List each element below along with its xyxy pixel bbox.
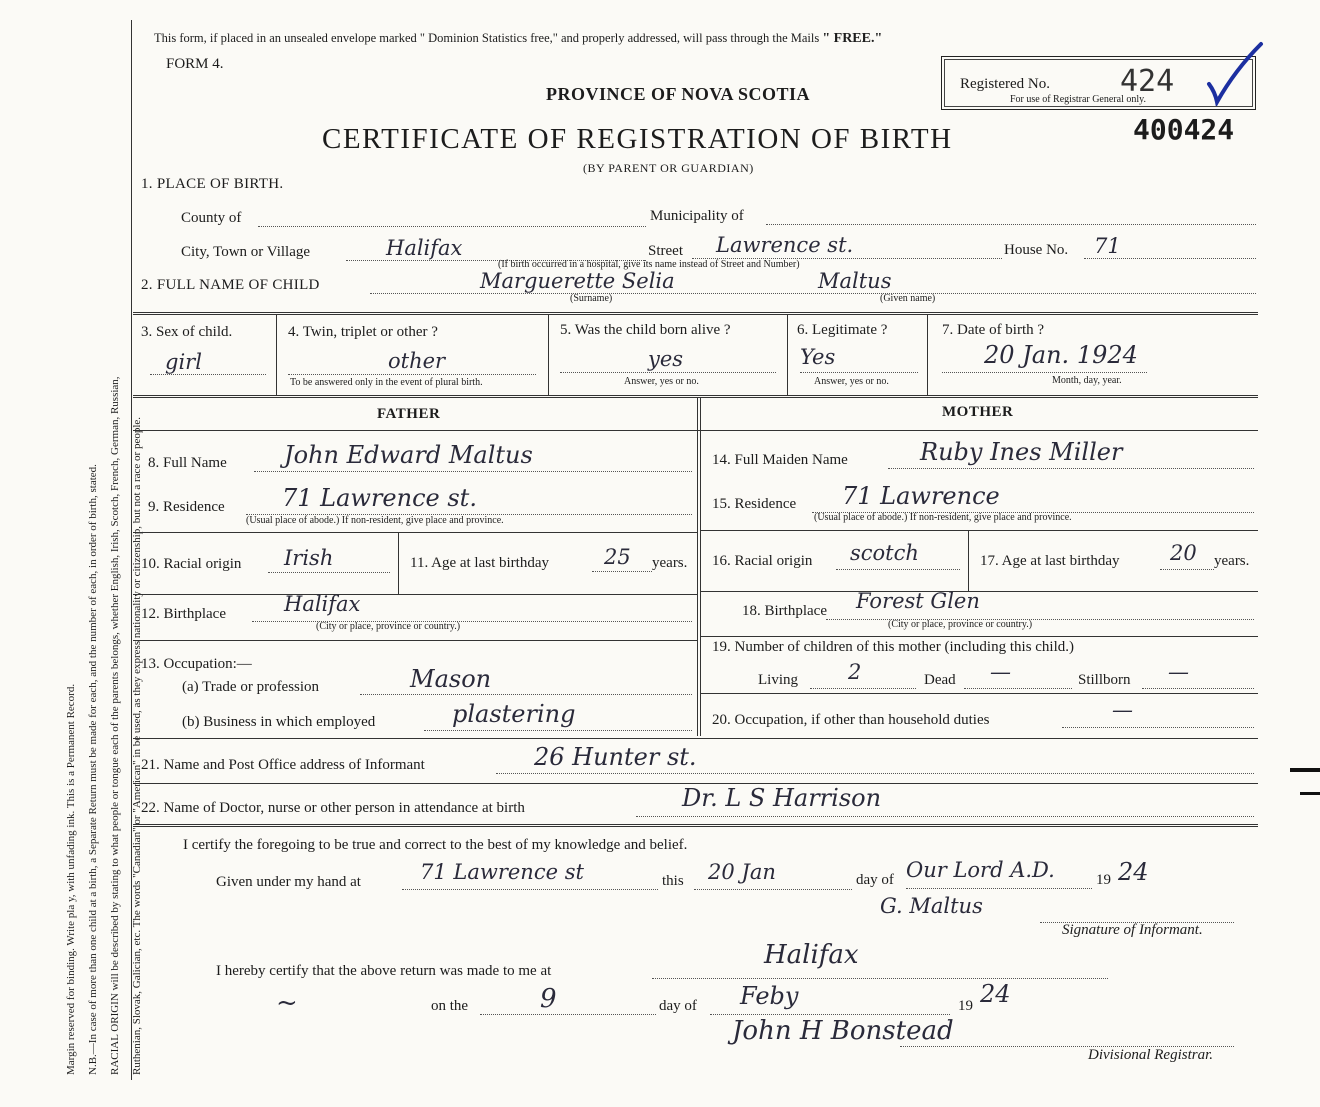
mother-age-value: 20 bbox=[1170, 541, 1197, 565]
dead-label: Dead bbox=[924, 672, 956, 688]
given-under-hand-label: Given under my hand at bbox=[216, 874, 361, 890]
dead-value: — bbox=[990, 660, 1011, 684]
father-trade-value: Mason bbox=[410, 665, 492, 693]
rule-row3-v2 bbox=[548, 314, 549, 396]
father-birthplace-label: 12. Birthplace bbox=[141, 606, 226, 622]
rule-row3-v1 bbox=[276, 314, 277, 396]
mother-race-line bbox=[836, 569, 960, 570]
sex-line bbox=[150, 374, 266, 375]
stamp-number: 400424 bbox=[1133, 113, 1235, 146]
father-trade-line bbox=[360, 694, 692, 695]
father-business-label: (b) Business in which employed bbox=[182, 714, 376, 730]
this-label: this bbox=[662, 873, 684, 889]
alive-line bbox=[560, 372, 776, 373]
doctor-label: 22. Name of Doctor, nurse or other person in attendance at birth bbox=[141, 800, 525, 816]
day-of-label: day of bbox=[856, 872, 894, 888]
registrar-signature: John H Bonstead bbox=[732, 1016, 954, 1046]
father-birthplace-value: Halifax bbox=[284, 592, 361, 616]
rule-mother-race-v bbox=[968, 530, 969, 592]
sex-label: 3. Sex of child. bbox=[141, 324, 233, 340]
surname-note: (Surname) bbox=[570, 293, 613, 304]
rule-certification-top bbox=[133, 824, 1258, 827]
given-under-hand-value: 71 Lawrence st bbox=[420, 860, 584, 884]
registrar-mark: ~ bbox=[276, 988, 298, 1018]
mother-race-value: scotch bbox=[850, 541, 919, 565]
legitimate-value: Yes bbox=[800, 345, 836, 369]
father-occupation-label: 13. Occupation:— bbox=[141, 656, 252, 672]
county-label: County of bbox=[181, 210, 242, 226]
on-the-value: 9 bbox=[540, 984, 557, 1014]
living-label: Living bbox=[758, 672, 798, 688]
mother-heading: MOTHER bbox=[942, 404, 1014, 420]
mother-birthplace-note: (City or place, province or country.) bbox=[888, 619, 1033, 630]
dob-value: 20 Jan. 1924 bbox=[984, 341, 1138, 369]
margin-note-4: Ruthenian, Slovak, Galician, etc. The words "Canadian" or "American" in be used, as they express nationality or citizenship, but not a race or people. bbox=[131, 416, 143, 1075]
certification-statement: I certify the foregoing to be true and correct to the best of my knowledge and belief. bbox=[183, 837, 688, 853]
father-birthplace-note: (City or place, province or country.) bbox=[316, 621, 461, 632]
child-name-label: 2. FULL NAME OF CHILD bbox=[141, 277, 320, 293]
certificate-title: CERTIFICATE OF REGISTRATION OF BIRTH bbox=[322, 123, 953, 155]
father-business-line bbox=[424, 730, 692, 731]
father-residence-value: 71 Lawrence st. bbox=[282, 484, 477, 512]
registered-number: 424 bbox=[1120, 64, 1175, 99]
rule-parents-divider bbox=[697, 398, 701, 736]
living-value: 2 bbox=[848, 660, 862, 684]
mother-occupation-value: — bbox=[1112, 698, 1133, 722]
mother-occupation-line bbox=[1062, 727, 1254, 728]
registrar-note: For use of Registrar General only. bbox=[1010, 94, 1146, 105]
day-of-value: Our Lord A.D. bbox=[906, 858, 1055, 882]
street-label: Street bbox=[648, 243, 683, 259]
check-mark-icon bbox=[1205, 40, 1265, 106]
registered-label: Registered No. bbox=[960, 76, 1050, 92]
street-value: Lawrence st. bbox=[716, 233, 854, 257]
municipality-label: Municipality of bbox=[650, 208, 744, 224]
mail-note bbox=[154, 31, 882, 47]
alive-label: 5. Was the child born alive ? bbox=[560, 322, 731, 338]
rule-heading-bottom bbox=[133, 430, 1258, 431]
informant-label: 21. Name and Post Office address of Informant bbox=[141, 757, 425, 773]
father-age-label: 11. Age at last birthday bbox=[410, 555, 549, 571]
rule-father-bp-top bbox=[133, 594, 697, 595]
house-value: 71 bbox=[1094, 234, 1121, 258]
province-title: PROVINCE OF NOVA SCOTIA bbox=[546, 84, 811, 104]
father-age-unit: years. bbox=[652, 555, 688, 571]
father-trade-label: (a) Trade or profession bbox=[182, 679, 320, 695]
year-prefix: 19 bbox=[1096, 872, 1111, 888]
father-name-value: John Edward Maltus bbox=[284, 441, 533, 469]
informant-signature: G. Maltus bbox=[880, 894, 983, 918]
mother-age-unit: years. bbox=[1214, 553, 1250, 569]
ink-mark bbox=[1300, 792, 1320, 795]
place-heading: 1. PLACE OF BIRTH. bbox=[141, 176, 284, 192]
rule-row3-top bbox=[133, 312, 1258, 315]
legitimate-line bbox=[800, 372, 918, 373]
twin-line bbox=[288, 374, 536, 375]
informant-value: 26 Hunter st. bbox=[534, 743, 697, 771]
mother-residence-value: 71 Lawrence bbox=[842, 482, 1000, 510]
father-race-line bbox=[268, 572, 390, 573]
hospital-note: (If birth occurred in a hospital, give its name instead of Street and Number) bbox=[498, 259, 800, 270]
child-surname-value: Marguerette Selia bbox=[480, 269, 675, 293]
rule-row3-v3 bbox=[787, 314, 788, 396]
form-number: FORM 4. bbox=[166, 56, 224, 72]
father-age-line bbox=[592, 571, 652, 572]
mother-occupation-label: 20. Occupation, if other than household duties bbox=[712, 712, 990, 728]
dob-note: Month, day, year. bbox=[1052, 375, 1122, 386]
year-value: 24 bbox=[1118, 858, 1149, 886]
father-age-value: 25 bbox=[604, 545, 631, 569]
informant-line bbox=[496, 773, 1254, 774]
doctor-line bbox=[636, 816, 1254, 817]
mother-birthplace-label: 18. Birthplace bbox=[742, 603, 827, 619]
sex-value: girl bbox=[165, 350, 202, 374]
legitimate-note: Answer, yes or no. bbox=[814, 376, 889, 387]
registrar-day-of-line bbox=[710, 1014, 950, 1015]
rule-informant-top bbox=[133, 738, 1258, 739]
day-of-line bbox=[906, 888, 1092, 889]
dead-line bbox=[964, 688, 1072, 689]
twin-label: 4. Twin, triplet or other ? bbox=[288, 324, 438, 340]
stillborn-label: Stillborn bbox=[1078, 672, 1131, 688]
given-name-note: (Given name) bbox=[880, 293, 936, 304]
father-race-label: 10. Racial origin bbox=[141, 556, 242, 572]
margin-note-2: N.B.—In case of more than one child at a birth, a Separate Return must be made for each, and the number of each, in order of birth, stated. bbox=[87, 464, 99, 1075]
registrar-year-prefix: 19 bbox=[958, 998, 973, 1014]
father-name-label: 8. Full Name bbox=[148, 455, 227, 471]
house-label: House No. bbox=[1004, 242, 1069, 258]
child-given-value: Maltus bbox=[818, 269, 892, 293]
mother-children-label: 19. Number of children of this mother (including this child.) bbox=[712, 639, 1075, 655]
mother-name-line bbox=[888, 468, 1254, 469]
rule-father-race-top bbox=[133, 532, 697, 533]
mail-note-text: This form, if placed in an unsealed envelope marked " Dominion Statistics free," and properly addressed, will pass through the Mails bbox=[154, 31, 820, 45]
margin-rule bbox=[131, 20, 132, 1080]
living-line bbox=[810, 688, 916, 689]
registrar-place-value: Halifax bbox=[764, 940, 859, 970]
rule-parents-top bbox=[133, 395, 1258, 398]
doctor-value: Dr. L S Harrison bbox=[682, 784, 882, 812]
on-the-label: on the bbox=[431, 998, 469, 1014]
rule-father-occ-top bbox=[133, 640, 697, 641]
margin-note-1: Margin reserved for binding. Write pla y, with unfading ink. This is a Permanent Record. bbox=[65, 683, 77, 1075]
child-name-line bbox=[370, 293, 1256, 294]
rule-mother-occ-top bbox=[700, 693, 1258, 694]
twin-value: other bbox=[388, 349, 446, 373]
house-line bbox=[1084, 258, 1256, 259]
on-the-line bbox=[480, 1014, 656, 1015]
margin-note-3: RACIAL ORIGIN will be described by stating to what people or tongue each of the parents belongs, whether English, Irish, Scotch, French, German, Russian, bbox=[109, 376, 121, 1075]
registrar-statement: I hereby certify that the above return was made to me at bbox=[216, 963, 552, 979]
legitimate-label: 6. Legitimate ? bbox=[797, 322, 888, 338]
dob-line bbox=[942, 372, 1147, 373]
signature-label: Signature of Informant. bbox=[1062, 922, 1203, 938]
this-line bbox=[694, 889, 852, 890]
mother-race-label: 16. Racial origin bbox=[712, 553, 813, 569]
rule-mother-children-top bbox=[700, 636, 1258, 637]
father-business-value: plastering bbox=[452, 700, 576, 728]
rule-father-race-v bbox=[398, 532, 399, 594]
mother-name-value: Ruby Ines Miller bbox=[920, 438, 1123, 466]
this-value: 20 Jan bbox=[708, 860, 776, 884]
mother-age-line bbox=[1160, 569, 1214, 570]
registrar-day-of-label: day of bbox=[659, 998, 697, 1014]
county-line bbox=[258, 226, 646, 227]
registrar-year-value: 24 bbox=[980, 980, 1011, 1008]
registrar-day-of-value: Feby bbox=[740, 982, 799, 1010]
given-under-hand-line bbox=[402, 889, 658, 890]
rule-mother-race-top bbox=[700, 530, 1258, 531]
mail-note-free: " FREE." bbox=[822, 31, 883, 46]
mother-age-label: 17. Age at last birthday bbox=[980, 553, 1120, 569]
alive-value: yes bbox=[648, 347, 684, 371]
father-residence-note: (Usual place of abode.) If non-resident, give place and province. bbox=[246, 515, 504, 526]
ink-mark bbox=[1290, 768, 1320, 772]
certificate-subtitle: (BY PARENT OR GUARDIAN) bbox=[583, 161, 754, 175]
mother-birthplace-value: Forest Glen bbox=[856, 589, 980, 613]
father-residence-label: 9. Residence bbox=[148, 499, 225, 515]
dob-label: 7. Date of birth ? bbox=[942, 322, 1045, 338]
father-race-value: Irish bbox=[284, 546, 334, 570]
father-heading: FATHER bbox=[377, 406, 441, 422]
margin-notes bbox=[60, 15, 148, 1075]
rule-row3-v4 bbox=[927, 314, 928, 396]
father-name-line bbox=[254, 471, 692, 472]
alive-note: Answer, yes or no. bbox=[624, 376, 699, 387]
mother-residence-label: 15. Residence bbox=[712, 496, 797, 512]
stillborn-line bbox=[1142, 688, 1254, 689]
city-value: Halifax bbox=[386, 236, 463, 260]
city-label: City, Town or Village bbox=[181, 244, 311, 260]
twin-note: To be answered only in the event of plural birth. bbox=[290, 377, 483, 388]
stillborn-value: — bbox=[1168, 660, 1189, 684]
registrar-place-line bbox=[652, 978, 1108, 979]
mother-residence-note: (Usual place of abode.) If non-resident, give place and province. bbox=[814, 512, 1072, 523]
mother-name-label: 14. Full Maiden Name bbox=[712, 452, 848, 468]
divisional-registrar-label: Divisional Registrar. bbox=[1088, 1047, 1214, 1063]
municipality-line bbox=[766, 224, 1256, 225]
